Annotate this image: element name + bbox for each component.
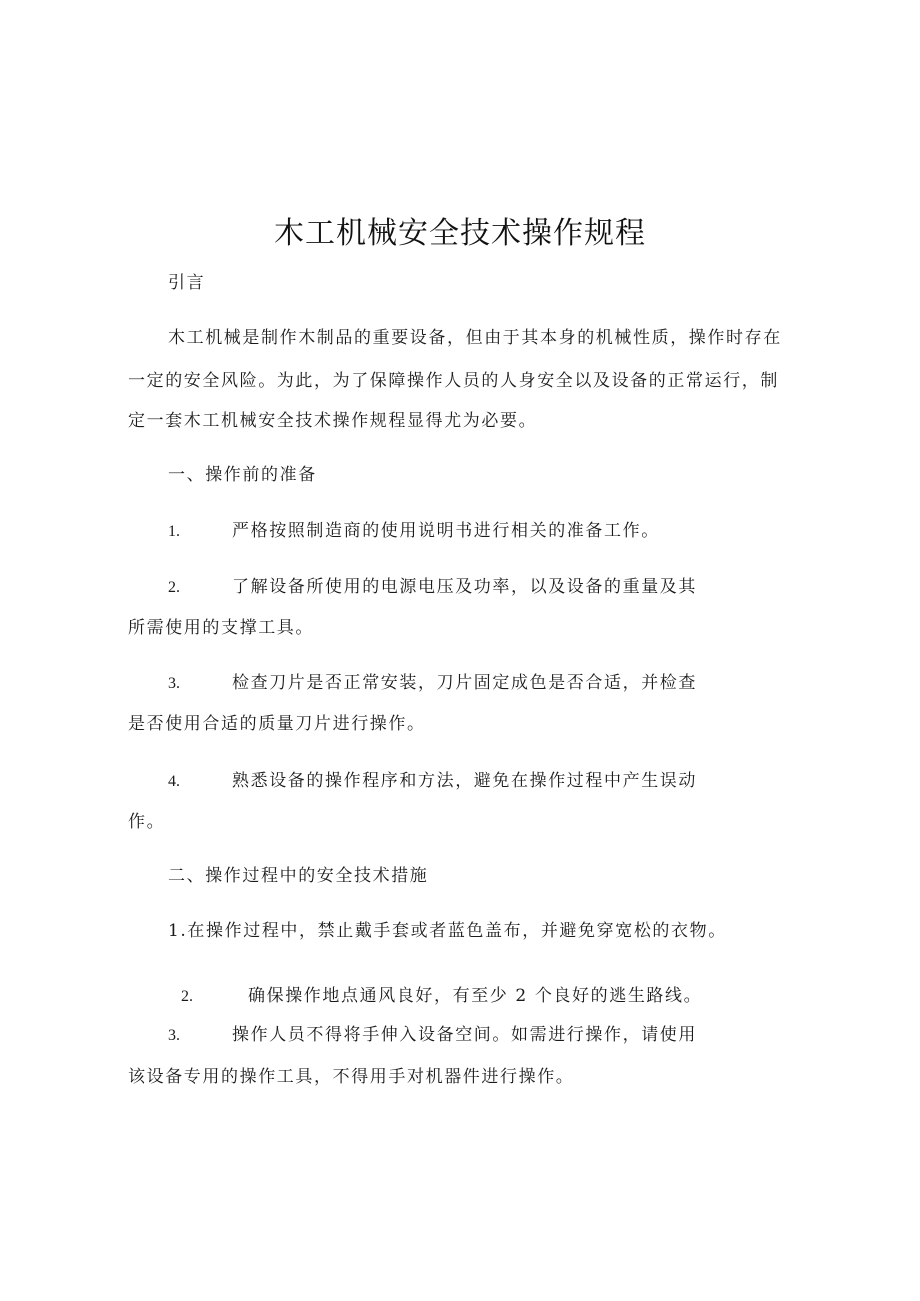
list-item-text: 是否使用合适的质量刀片进行操作。 [128,714,426,734]
list-item-number: 3. [168,1027,180,1044]
list-item-text: 所需使用的支撑工具。 [128,618,314,638]
list-item-text: 了解设备所使用的电源电压及功率，以及设备的重量及其 [232,577,697,597]
document-title: 木工机械安全技术操作规程 [274,216,646,251]
list-item-text: 作。 [128,812,166,832]
intro-paragraph-line: 一定的安全风险。为此，为了保障操作人员的人身安全以及设备的正常运行，制 [128,371,779,391]
list-item-number: 2. [181,988,193,1005]
list-item-text: 确保操作地点通风良好，有至少 2 个良好的逃生路线。 [248,986,703,1006]
list-item-number: 2. [168,579,180,596]
list-item-text: 该设备专用的操作工具，不得用手对机器件进行操作。 [128,1067,575,1087]
list-item-text: 操作人员不得将手伸入设备空间。如需进行操作，请使用 [232,1025,697,1045]
list-item-number: 3. [168,675,180,692]
list-item-number: 4. [168,773,180,790]
list-item-text: 熟悉设备的操作程序和方法，避免在操作过程中产生误动 [232,771,697,791]
section-heading: 二、操作过程中的安全技术措施 [168,866,429,886]
intro-heading: 引言 [168,273,206,293]
intro-paragraph-line: 定一套木工机械安全技术操作规程显得尤为必要。 [128,411,538,431]
list-item-text: 1.在操作过程中，禁止戴手套或者蓝色盖布，并避免穿宽松的衣物。 [168,921,727,941]
list-item-text: 检查刀片是否正常安装，刀片固定成色是否合适，并检查 [232,673,697,693]
list-item-number: 1. [168,523,180,540]
section-heading: 一、操作前的准备 [168,465,317,485]
list-item-text: 严格按照制造商的使用说明书进行相关的准备工作。 [232,521,660,541]
intro-paragraph-line: 木工机械是制作木制品的重要设备，但由于其本身的机械性质，操作时存在 [168,328,782,348]
